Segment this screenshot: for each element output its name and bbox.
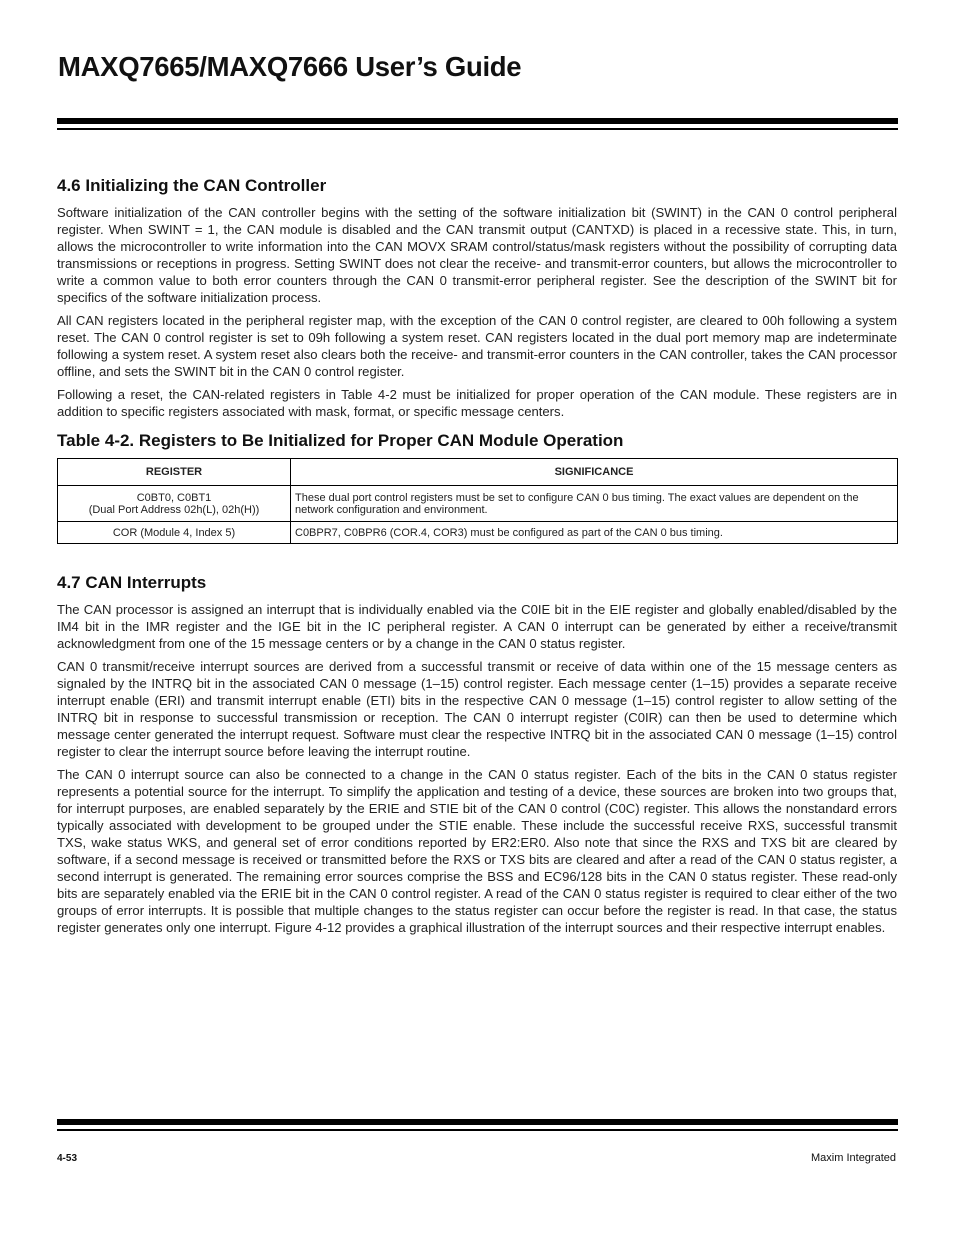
significance-cell: These dual port control registers must be set to configure CAN 0 bus timing. The exact values are dependent on the network configuration and environment.: [291, 486, 898, 522]
register-cell: [58, 486, 291, 522]
footer-rule-thin: [57, 1129, 898, 1131]
header-rule-thick: [57, 118, 898, 124]
register-name: C0BT0, C0BT1: [136, 491, 212, 504]
register-name: COR (Module 4, Index 5): [112, 526, 236, 539]
register-table: [57, 458, 898, 544]
table-caption: Table 4-2. Registers to Be Initialized for Proper CAN Module Operation: [57, 431, 624, 450]
paragraph: The CAN processor is assigned an interrupt that is individually enabled via the C0IE bit in the EIE register and globally enabled/disabled by the IM4 bit in the IMR register and the IGE bit in the IC peripheral register. A CAN 0 interrupt can be generated by either a receive/transmit acknowledgment from one of the 15 message centers or by a change in the CAN 0 status register.: [57, 602, 897, 651]
register-cell: [58, 522, 291, 544]
paragraph: Following a reset, the CAN-related registers in Table 4-2 must be initialized for proper operation of the CAN module. These registers are in addition to specific registers associated with mask, format, or specific message centers.: [57, 387, 897, 419]
page-body: [57, 173, 897, 942]
section-heading-4-7: 4.7 CAN Interrupts: [57, 573, 207, 592]
document-title: MAXQ7665/MAXQ7666 User’s Guide: [58, 51, 522, 82]
page-number: 4-53: [57, 1153, 78, 1164]
paragraph: The CAN 0 interrupt source can also be connected to a change in the CAN 0 status register. Each of the bits in the CAN 0 status register represents a potential source for the interrupt. To simplify the application and testing of a device, these sources are broken into two groups that, for interrupt purposes, are enabled separately by the ERIE and STIE bit of the CAN 0 control (C0C) register. This allows the nonstandard errors typically associated with development to be grouped under the STIE enable. These include the successful receive RXS, successful transmit TXS, wake status WKS, and general set of error conditions reported by ER2:ER0. Also note that since the RXS and TXS bit are cleared by software, if a second message is received or transmitted before the RXS or TXS bits are cleared and after a read of the CAN 0 status register, a second interrupt is generated. The remaining error sources comprise the BSS and EC96/128 bits in the CAN 0 status register. These read-only bits are separately enabled via the ERIE bit in the CAN 0 control register. A read of the CAN 0 status register is required to clear either of the two groups of error interrupts. It is possible that multiple changes to the status register can occur before the register is read. In that case, the status register generates only one interrupt. Figure 4-12 provides a graphical illustration of the interrupt sources and their respective interrupt enables.: [57, 767, 897, 935]
section-heading-4-6: 4.6 Initializing the CAN Controller: [57, 176, 327, 195]
header-rule-thin: [57, 128, 898, 130]
company-name: Maxim Integrated: [811, 1152, 896, 1164]
column-header-register: REGISTER: [58, 459, 291, 486]
table-row: [58, 486, 898, 522]
footer-rule-thick: [57, 1119, 898, 1125]
column-header-significance: SIGNIFICANCE: [291, 459, 898, 486]
significance-cell: C0BPR7, C0BPR6 (COR.4, COR3) must be configured as part of the CAN 0 bus timing.: [291, 522, 898, 544]
register-address: (Dual Port Address 02h(L), 02h(H)): [88, 503, 260, 516]
paragraph: Software initialization of the CAN controller begins with the setting of the software initialization bit (SWINT) in the CAN 0 control peripheral register. When SWINT = 1, the CAN module is disabled and the CAN transmit output (CANTXD) is placed in a recessive state. This, in turn, allows the microcontroller to write information into the CAN MOVX SRAM control/status/mask registers without the possibility of corrupting data transmissions or receptions in progress. Setting SWINT does not clear the receive- and transmit-error counters, but allows the microcontroller to write a common value to both error counters through the CAN 0 transmit-error peripheral register. See the description of the SWINT bit for specifics of the software initialization process.: [57, 205, 897, 305]
table-row: [58, 522, 898, 544]
table-header-row: [58, 459, 898, 486]
paragraph: All CAN registers located in the peripheral register map, with the exception of the CAN 0 control register, are cleared to 00h following a system reset. The CAN 0 control register is set to 09h following a system reset. CAN registers located in the dual port memory map are indeterminate following a system reset. A system reset also clears both the receive- and transmit-error counters in the CAN controller, takes the CAN processor offline, and sets the SWINT bit in the CAN 0 control register.: [57, 313, 897, 379]
paragraph: CAN 0 transmit/receive interrupt sources are derived from a successful transmit or receive of data within one of the 15 message centers as signaled by the INTRQ bit in the associated CAN 0 message (1–15) control register. Each message center (1–15) provides a separate receive interrupt enable (ERI) and transmit interrupt enable (ETI) bits in the respective CAN 0 message (1–15) control register to allow setting of the INTRQ bit in response to successful transmission or reception. The CAN 0 interrupt register (C0IR) can then be used to determine which message center generated the interrupt request. Software must clear the respective INTRQ bit in the associated CAN 0 message (1–15) control register to clear the interrupt source before leaving the interrupt routine.: [57, 659, 897, 759]
